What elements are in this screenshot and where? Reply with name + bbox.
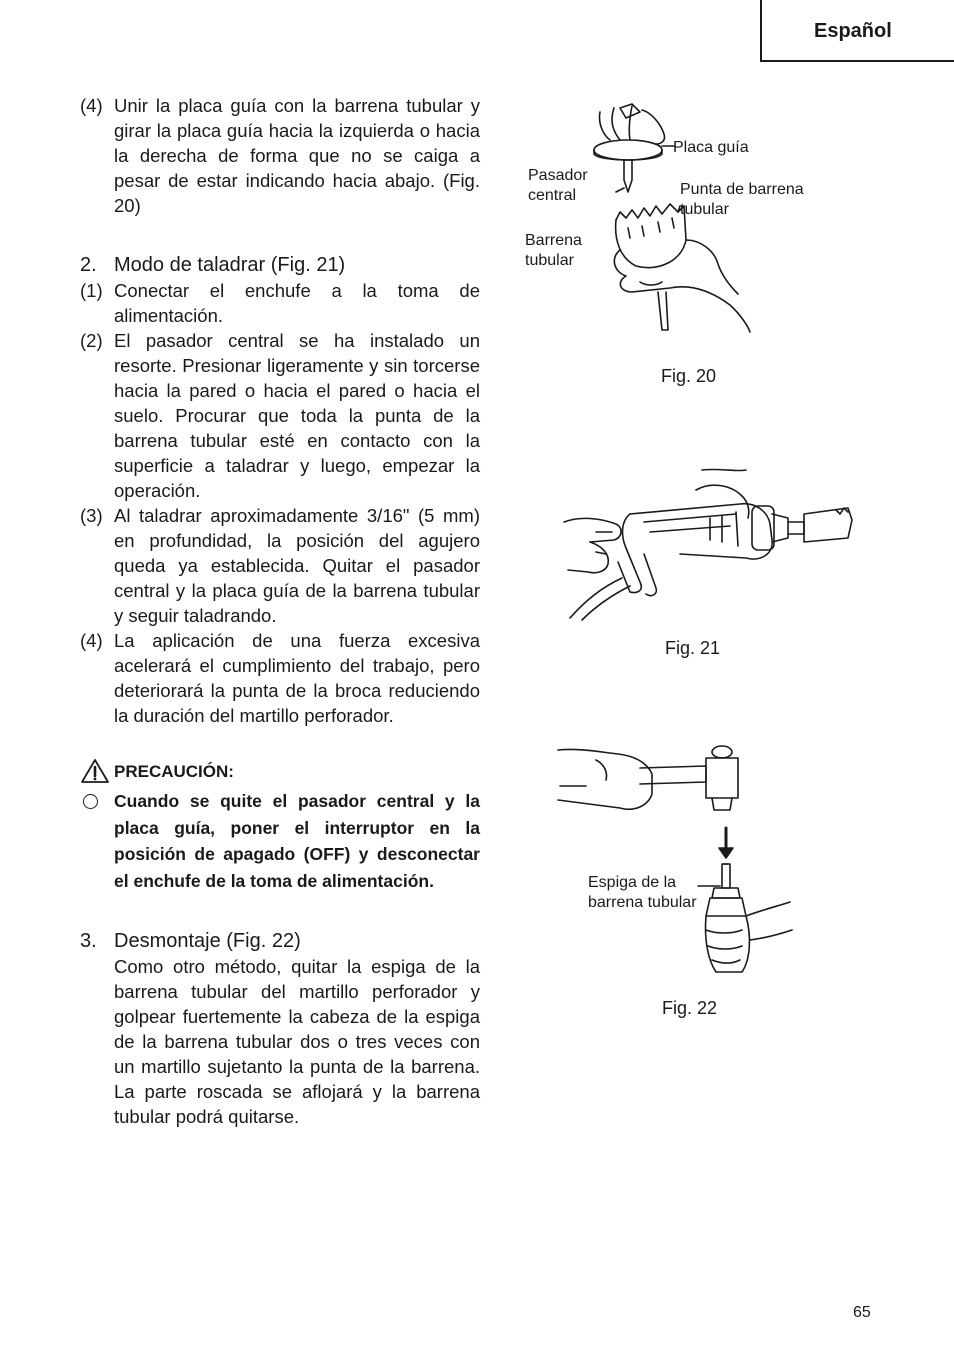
label-pasador-central: Pasador central <box>528 167 588 204</box>
warning-triangle-icon <box>80 758 110 784</box>
label-espiga: Espiga de la barrena tubular <box>588 874 697 911</box>
step-text: Unir la placa guía con la barrena tubular y girar la placa guía hacia la izquierda o hacia la derecha de forma que no se caiga a pesar de estar indicando hacia abajo. (Fig. 20) <box>114 95 480 216</box>
language-tab <box>760 0 954 62</box>
label-placa-guia: Placa guía <box>673 139 749 156</box>
section-2-item-3 <box>80 503 480 628</box>
caution-text <box>80 788 480 894</box>
text-column <box>80 93 480 1129</box>
item-number: (4) <box>80 630 103 651</box>
item-text: Al taladrar aproximadamente 3/16" (5 mm) en profundidad, la posición del agujero queda ya establecida. Quitar el pasador central y la placa guía de la barrena tubular y seguir taladrando. <box>114 505 480 626</box>
item-text: Conectar el enchufe a la toma de alimentación. <box>114 280 480 326</box>
item-number: (1) <box>80 280 103 301</box>
step-number: (4) <box>80 95 103 116</box>
section-2-item-2 <box>80 328 480 503</box>
language-label: Español <box>814 20 892 42</box>
section-number: 3. <box>80 930 97 952</box>
fig22-caption: Fig. 22 <box>662 998 718 1018</box>
section-2-heading <box>80 252 480 278</box>
item-text: El pasador central se ha instalado un resorte. Presionar ligeramente y sin torcerse hacia la pared o hacia el pared o hacia el suelo. Procurar que toda la punta de la barrena tubular esté en contacto con la superficie a taladrar y luego, empezar la operación. <box>114 330 480 501</box>
item-text: La aplicación de una fuerza excesiva acelerará el cumplimiento del trabajo, pero deteriorará la punta de la broca reduciendo la duración del martillo perforador. <box>114 630 480 726</box>
section-2-item-4 <box>80 628 480 728</box>
section-title: Desmontaje (Fig. 22) <box>114 930 301 952</box>
section-title: Modo de taladrar (Fig. 21) <box>114 254 346 276</box>
section-3-text: Como otro método, quitar la espiga de la barrena tubular del martillo perforador y golpear fuertemente la cabeza de la espiga de la barrena tubular dos o tres veces con un martillo sujetanto la punta de la barrena. La parte roscada se aflojará y la barrena tubular podrá quitarse. <box>114 956 480 1127</box>
caution-block <box>80 758 480 894</box>
section-3-heading <box>80 928 480 954</box>
section-number: 2. <box>80 254 97 276</box>
page-number: 65 <box>853 1304 871 1321</box>
fig22-illustration <box>556 740 806 980</box>
caution-body: Cuando se quite el pasador central y la placa guía, poner el interruptor en la posición de apagado (OFF) y desconectar el enchufe de la toma de alimentación. <box>114 791 480 891</box>
fig21-illustration <box>560 462 860 622</box>
label-barrena-tubular: Barrena tubular <box>525 232 582 269</box>
item-number: (3) <box>80 505 103 526</box>
caution-heading <box>80 758 480 784</box>
label-punta-barrena: Punta de barrena tubular <box>680 181 804 218</box>
item-number: (2) <box>80 330 103 351</box>
circle-bullet-icon <box>83 794 98 809</box>
step-4-intro <box>80 93 480 218</box>
fig20-caption: Fig. 20 <box>661 366 717 386</box>
fig21-caption: Fig. 21 <box>665 638 721 658</box>
caution-title: PRECAUCIÓN: <box>114 761 234 781</box>
section-2-item-1 <box>80 278 480 328</box>
